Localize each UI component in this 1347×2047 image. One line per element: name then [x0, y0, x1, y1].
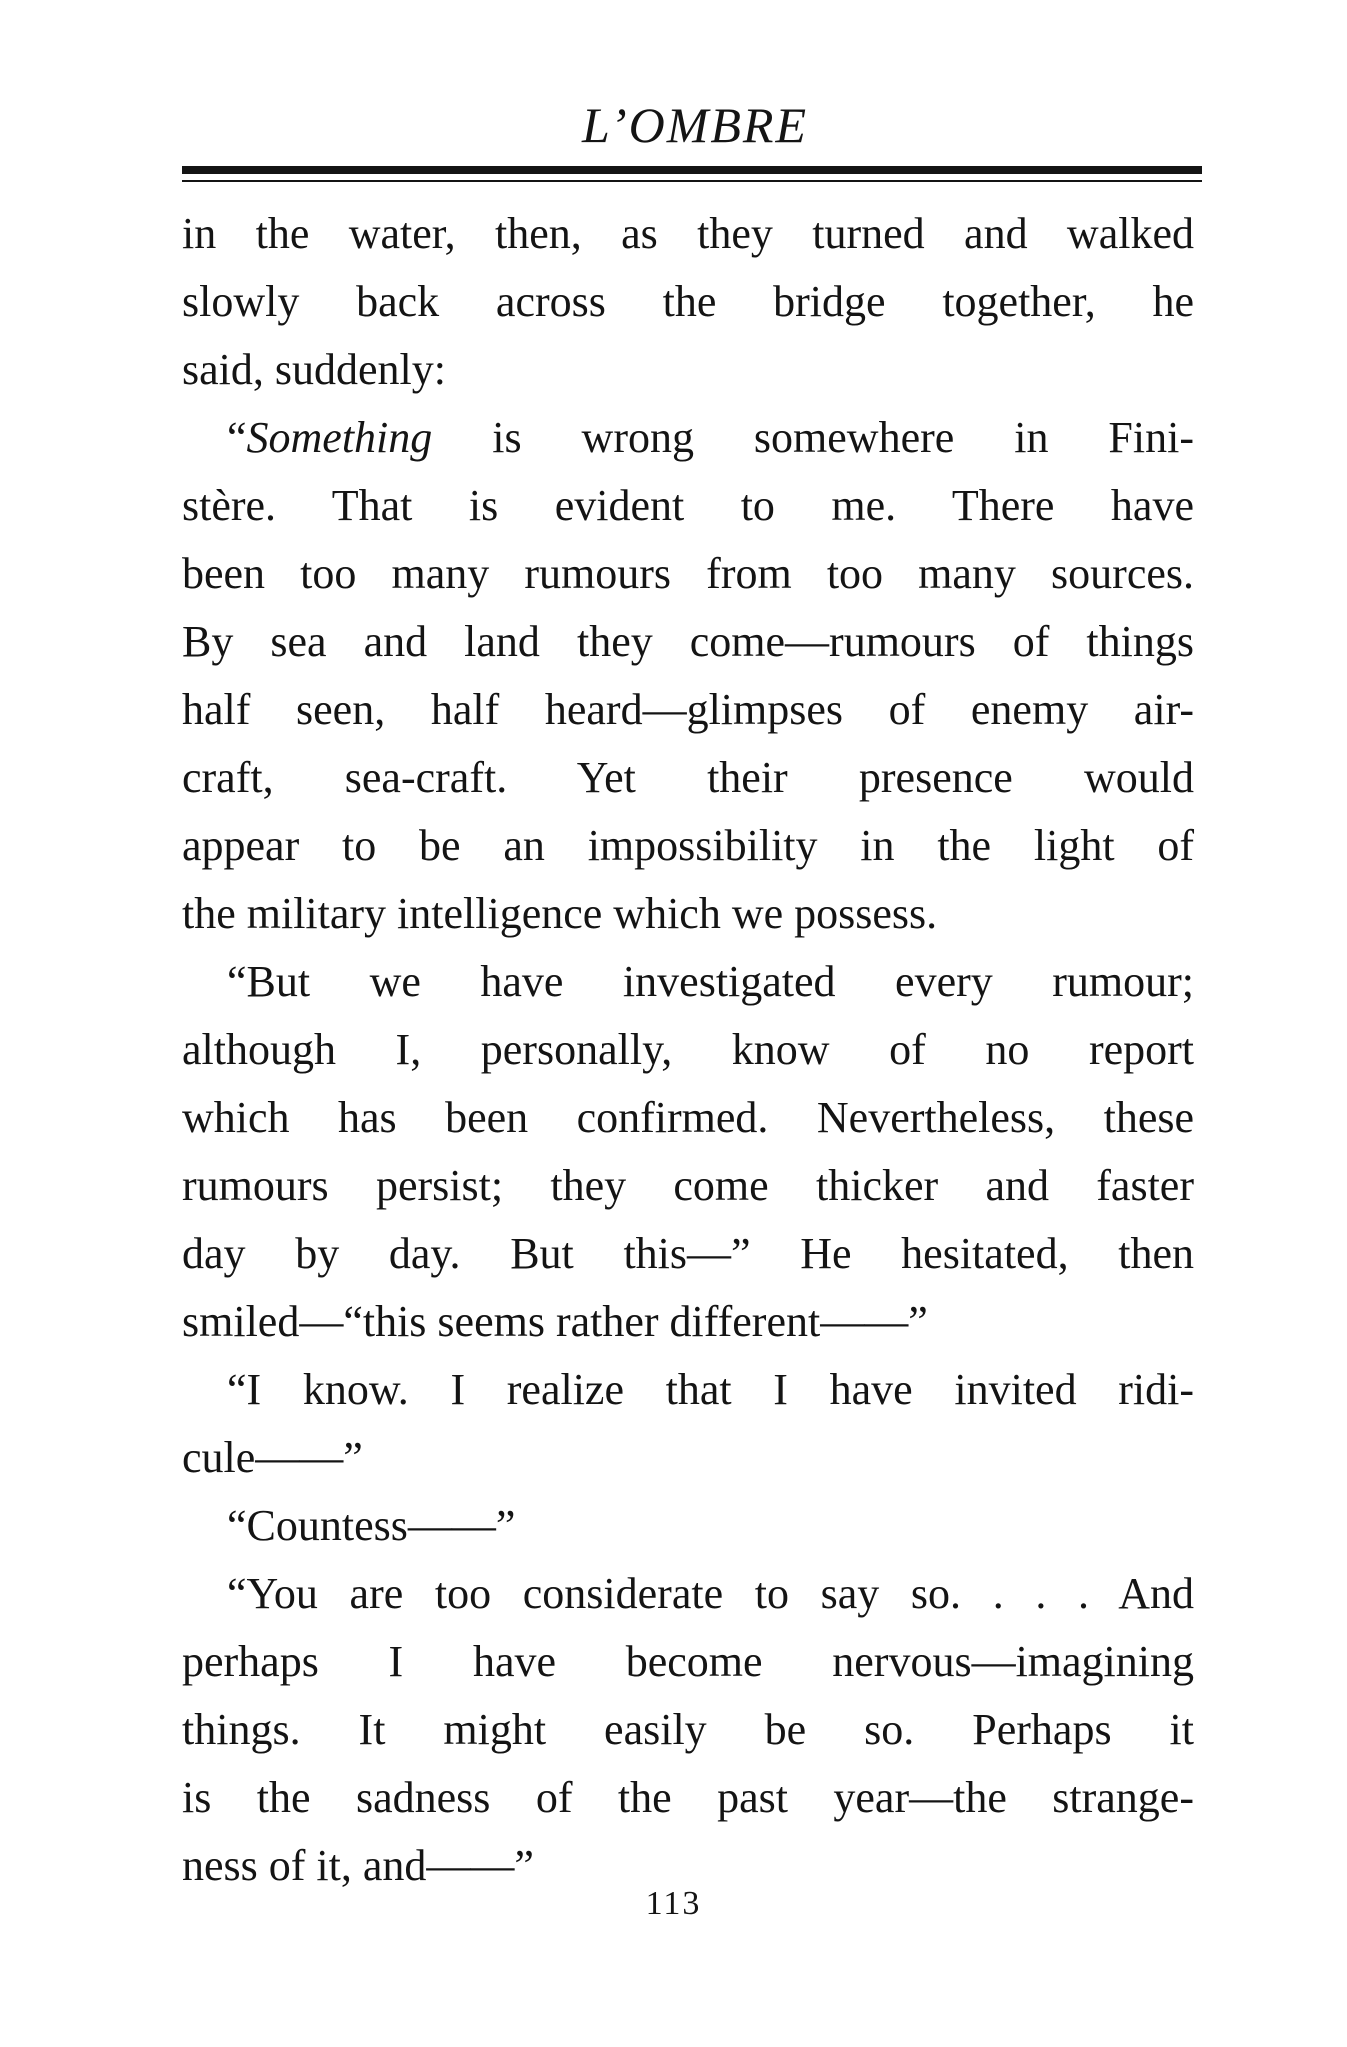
text-line: although I, personally, know of no report — [182, 1025, 1194, 1074]
text-line: craft, sea-craft. Yet their presence would — [182, 753, 1194, 802]
header-rule-thick — [182, 166, 1202, 174]
text-fragment: is wrong somewhere in Fini- — [432, 413, 1194, 462]
text-line: been too many rumours from too many sources. — [182, 549, 1194, 598]
text-line: day by day. But this—” He hesitated, then — [182, 1229, 1194, 1278]
text-line: “I know. I realize that I have invited ridi- — [227, 1365, 1194, 1414]
text-line: slowly back across the bridge together, he — [182, 277, 1194, 326]
text-line: “But we have investigated every rumour; — [227, 957, 1194, 1006]
text-line: things. It might easily be so. Perhaps it — [182, 1705, 1194, 1754]
text-line: perhaps I have become nervous—imagining — [182, 1637, 1194, 1686]
running-head-title: L’OMBRE — [582, 97, 808, 153]
emphasis-word: Something — [246, 413, 433, 462]
text-line: in the water, then, as they turned and walked — [182, 209, 1194, 258]
body-text — [182, 200, 1194, 1900]
text-line: which has been confirmed. Nevertheless, these — [182, 1093, 1194, 1142]
text-line: ness of it, and——” — [182, 1841, 534, 1890]
text-line: rumours persist; they come thicker and faster — [182, 1161, 1194, 1210]
page-number: 113 — [645, 1885, 702, 1922]
text-fragment: “ — [227, 413, 247, 462]
text-line: “You are too considerate to say so. . . . And — [227, 1569, 1194, 1618]
text-line: smiled—“this seems rather different——” — [182, 1297, 928, 1346]
text-line: cule——” — [182, 1433, 363, 1482]
header-rule-thin — [182, 180, 1202, 182]
text-line: appear to be an impossibility in the light of — [182, 821, 1194, 870]
text-line: half seen, half heard—glimpses of enemy air- — [182, 685, 1194, 734]
text-line: By sea and land they come—rumours of things — [182, 617, 1194, 666]
text-line: is the sadness of the past year—the strange- — [182, 1773, 1194, 1822]
text-line: stère. That is evident to me. There have — [182, 481, 1194, 530]
text-line: “Countess——” — [227, 1501, 516, 1550]
text-line: the military intelligence which we possess. — [182, 889, 938, 938]
text-line — [182, 404, 1194, 472]
text-line: said, suddenly: — [182, 345, 446, 394]
